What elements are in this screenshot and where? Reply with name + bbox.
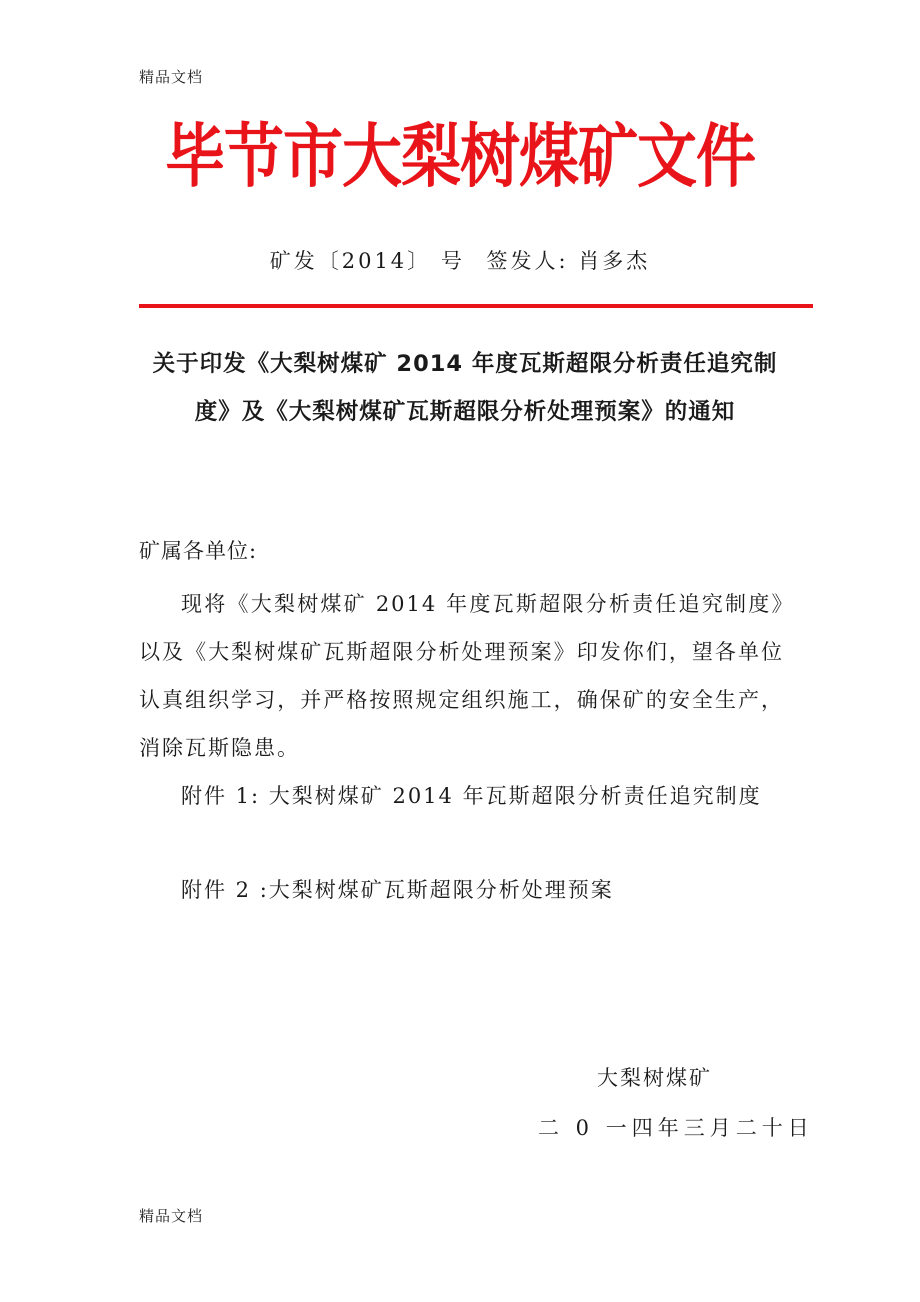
issue-number: 矿发〔2014〕 号	[269, 249, 465, 273]
signer: 签发人: 肖多杰	[486, 249, 651, 273]
document-header-title: 毕节市大梨树煤矿文件	[165, 116, 755, 198]
signature-org: 大梨树煤矿	[597, 1066, 712, 1090]
red-divider	[139, 304, 813, 308]
page-label-top: 精品文档	[139, 68, 204, 86]
notice-title: 关于印发《大梨树煤矿 2014 年度瓦斯超限分析责任追究制度》及《大梨树煤矿瓦斯超限分析处理预案》的通知	[152, 351, 778, 425]
issue-line	[0, 245, 920, 275]
signature-date: 二 0 一四年三月二十日	[538, 1116, 814, 1140]
attachment-1: 附件 1: 大梨树煤矿 2014 年瓦斯超限分析责任追究制度	[181, 784, 762, 808]
salutation: 矿属各单位:	[139, 539, 258, 563]
attachment-2: 附件 2 :大梨树煤矿瓦斯超限分析处理预案	[181, 878, 614, 902]
body-paragraph: 现将《大梨树煤矿 2014 年度瓦斯超限分析责任追究制度》以及《大梨树煤矿瓦斯超限分析处理预案》印发你们，望各单位认真组织学习，并严格按照规定组织施工，确保矿的安全生产，消除瓦斯隐患。	[139, 592, 784, 760]
page-label-bottom: 精品文档	[139, 1207, 204, 1225]
